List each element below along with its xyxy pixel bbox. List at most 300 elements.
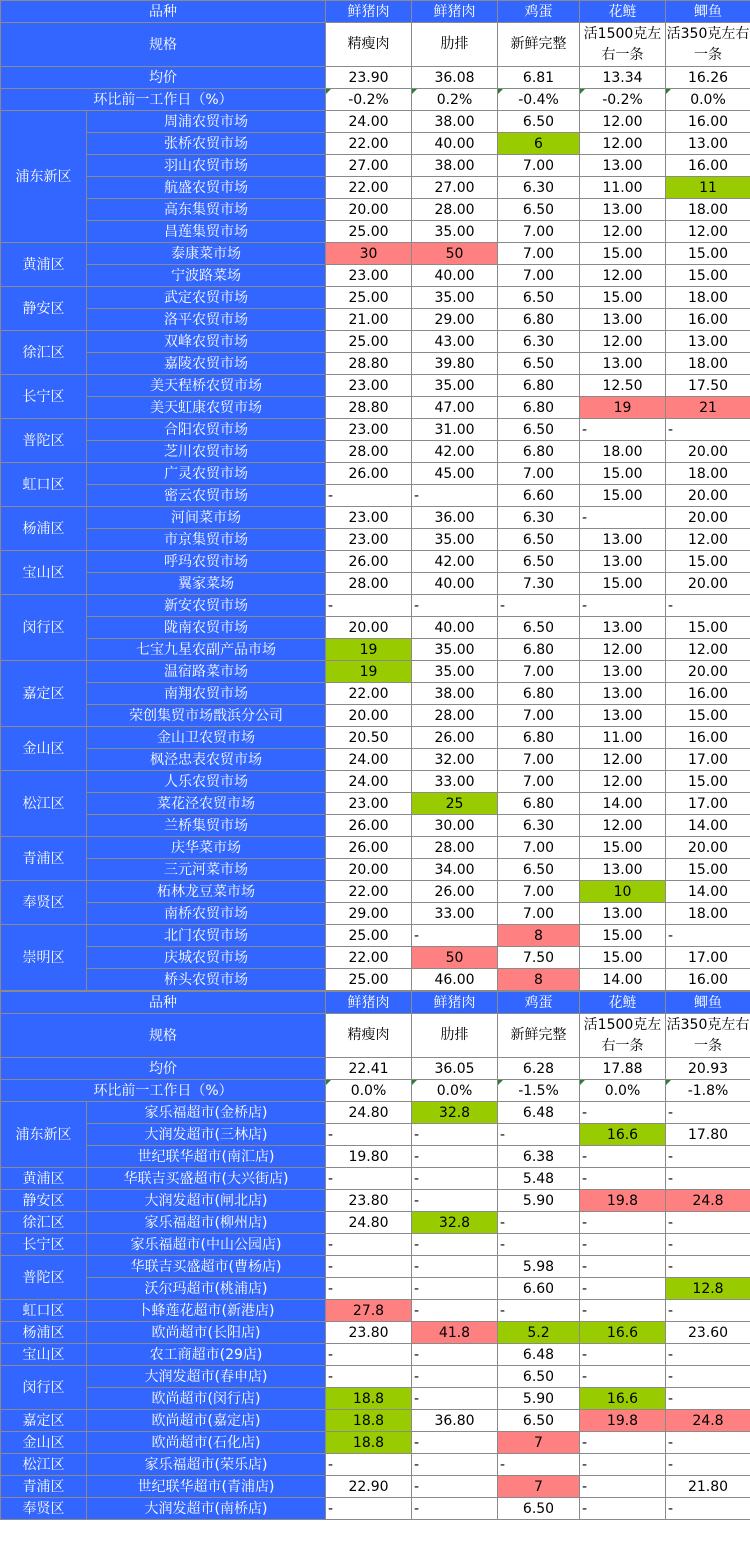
- price-cell: 12.00: [666, 639, 750, 661]
- district-name: 长宁区: [1, 1234, 87, 1256]
- price-cell: 28.00: [412, 705, 498, 727]
- price-cell: 7.00: [498, 221, 580, 243]
- change-value: 0.2%: [412, 89, 498, 111]
- header-row-spec: [1, 1014, 750, 1058]
- price-cell: 29.00: [412, 309, 498, 331]
- outlet-name: 庆城农贸市场: [87, 947, 326, 969]
- outlet-name: 宁波路菜场: [87, 265, 326, 287]
- product-name: 鲜猪肉: [326, 1, 412, 23]
- price-cell: 7.00: [498, 837, 580, 859]
- price-cell: 12.00: [580, 331, 666, 353]
- item-label: 品种: [1, 1, 326, 23]
- price-cell: 50: [412, 243, 498, 265]
- change-row: [1, 89, 750, 111]
- table-row: [1, 1168, 750, 1190]
- price-cell: 39.80: [412, 353, 498, 375]
- table-row: [1, 221, 750, 243]
- price-cell: 15.00: [666, 617, 750, 639]
- table-row: [1, 1300, 750, 1322]
- change-value: -1.5%: [498, 1080, 580, 1102]
- price-cell: -: [498, 595, 580, 617]
- change-value: -0.2%: [326, 89, 412, 111]
- table-row: [1, 1102, 750, 1124]
- outlet-name: 高东集贸市场: [87, 199, 326, 221]
- price-cell: -: [326, 595, 412, 617]
- price-cell: 6.30: [498, 815, 580, 837]
- price-cell: -: [326, 1168, 412, 1190]
- outlet-name: 翼家菜场: [87, 573, 326, 595]
- price-cell: 12.00: [580, 265, 666, 287]
- price-cell: 15.00: [666, 705, 750, 727]
- table-row: [1, 507, 750, 529]
- outlet-name: 大润发超市(闸北店): [87, 1190, 326, 1212]
- price-cell: 38.00: [412, 111, 498, 133]
- price-cell: 21: [666, 397, 750, 419]
- table-row: [1, 353, 750, 375]
- avg-value: 17.88: [580, 1058, 666, 1080]
- price-cell: -: [412, 1168, 498, 1190]
- avg-value: 23.90: [326, 67, 412, 89]
- price-cell: 26.00: [412, 727, 498, 749]
- price-cell: 18.00: [666, 903, 750, 925]
- price-cell: 5.90: [498, 1190, 580, 1212]
- price-cell: 6.60: [498, 485, 580, 507]
- price-cell: 22.90: [326, 1476, 412, 1498]
- price-cell: 35.00: [412, 221, 498, 243]
- price-cell: 13.00: [580, 859, 666, 881]
- price-cell: -: [498, 1212, 580, 1234]
- product-name: 鸡蛋: [498, 992, 580, 1014]
- price-cell: 6.50: [498, 419, 580, 441]
- price-cell: 17.80: [666, 1124, 750, 1146]
- district-name: 奉贤区: [1, 881, 87, 925]
- price-cell: 13.00: [580, 683, 666, 705]
- header-row-spec: [1, 23, 750, 67]
- outlet-name: 兰桥集贸市场: [87, 815, 326, 837]
- table-row: [1, 793, 750, 815]
- price-cell: -: [498, 1454, 580, 1476]
- price-cell: 47.00: [412, 397, 498, 419]
- price-cell: 18.8: [326, 1432, 412, 1454]
- price-cell: -: [412, 1344, 498, 1366]
- price-cell: -: [412, 1454, 498, 1476]
- price-cell: 13.00: [580, 903, 666, 925]
- price-cell: 16.00: [666, 309, 750, 331]
- table-row: [1, 903, 750, 925]
- price-cell: 22.00: [326, 133, 412, 155]
- district-name: 普陀区: [1, 419, 87, 463]
- district-name: 金山区: [1, 727, 87, 771]
- outlet-name: 华联吉买盛超市(曹杨店): [87, 1256, 326, 1278]
- outlet-name: 武定农贸市场: [87, 287, 326, 309]
- outlet-name: 家乐福超市(荣乐店): [87, 1454, 326, 1476]
- outlet-name: 卜蜂莲花超市(新港店): [87, 1300, 326, 1322]
- price-cell: 12.00: [580, 221, 666, 243]
- price-cell: -: [412, 595, 498, 617]
- outlet-name: 北门农贸市场: [87, 925, 326, 947]
- price-cell: 15.00: [580, 837, 666, 859]
- outlet-name: 合阳农贸市场: [87, 419, 326, 441]
- price-cell: 13.00: [580, 155, 666, 177]
- price-cell: 15.00: [580, 463, 666, 485]
- table-row: [1, 287, 750, 309]
- district-name: 长宁区: [1, 375, 87, 419]
- price-cell: 24.80: [326, 1102, 412, 1124]
- district-name: 青浦区: [1, 837, 87, 881]
- price-cell: -: [412, 1432, 498, 1454]
- price-cell: 6.50: [498, 551, 580, 573]
- table-row: [1, 771, 750, 793]
- price-cell: -: [580, 507, 666, 529]
- price-cell: 15.00: [580, 925, 666, 947]
- district-name: 闵行区: [1, 1366, 87, 1410]
- price-cell: 24.00: [326, 771, 412, 793]
- table-row: [1, 309, 750, 331]
- change-value: 0.0%: [326, 1080, 412, 1102]
- outlet-name: 洛平农贸市场: [87, 309, 326, 331]
- price-cell: 26.00: [326, 837, 412, 859]
- price-cell: 21.80: [666, 1476, 750, 1498]
- table-row: [1, 639, 750, 661]
- price-cell: 20.00: [326, 705, 412, 727]
- change-label: 环比前一工作日（%）: [1, 1080, 326, 1102]
- price-cell: -: [412, 1234, 498, 1256]
- price-cell: 23.60: [666, 1322, 750, 1344]
- price-cell: -: [580, 1168, 666, 1190]
- avg-label: 均价: [1, 67, 326, 89]
- outlet-name: 美天程桥农贸市场: [87, 375, 326, 397]
- price-cell: -: [412, 1256, 498, 1278]
- outlet-name: 嘉陵农贸市场: [87, 353, 326, 375]
- price-cell: 16.6: [580, 1322, 666, 1344]
- avg-value: 16.26: [666, 67, 750, 89]
- outlet-name: 南翔农贸市场: [87, 683, 326, 705]
- table-row: [1, 441, 750, 463]
- price-cell: -: [412, 485, 498, 507]
- outlet-name: 航盛农贸市场: [87, 177, 326, 199]
- product-spec: 新鲜完整: [498, 1014, 580, 1058]
- product-name: 鲜猪肉: [412, 992, 498, 1014]
- table-row: [1, 177, 750, 199]
- table-row: [1, 1366, 750, 1388]
- product-spec: 活1500克左右一条: [580, 23, 666, 67]
- price-cell: 20.00: [666, 661, 750, 683]
- outlet-name: 世纪联华超市(青浦店): [87, 1476, 326, 1498]
- price-cell: 18.00: [666, 199, 750, 221]
- price-cell: -: [412, 925, 498, 947]
- outlet-name: 欧尚超市(闵行店): [87, 1388, 326, 1410]
- outlet-name: 欧尚超市(嘉定店): [87, 1410, 326, 1432]
- product-name: 鲫鱼: [666, 1, 750, 23]
- outlet-name: 菜花泾农贸市场: [87, 793, 326, 815]
- price-cell: 20.00: [326, 199, 412, 221]
- outlet-name: 温宿路菜市场: [87, 661, 326, 683]
- price-cell: -: [412, 1366, 498, 1388]
- price-cell: 6.50: [498, 1410, 580, 1432]
- district-name: 虹口区: [1, 463, 87, 507]
- district-name: 宝山区: [1, 551, 87, 595]
- price-cell: -: [498, 1234, 580, 1256]
- price-cell: 26.00: [412, 881, 498, 903]
- table-row: [1, 727, 750, 749]
- district-name: 松江区: [1, 1454, 87, 1476]
- price-cell: 13.00: [580, 617, 666, 639]
- price-cell: 19.8: [580, 1190, 666, 1212]
- district-name: 浦东新区: [1, 111, 87, 243]
- price-cell: 6.30: [498, 331, 580, 353]
- price-cell: -: [580, 1256, 666, 1278]
- price-cell: -: [666, 1212, 750, 1234]
- price-cell: 15.00: [580, 287, 666, 309]
- price-cell: 34.00: [412, 859, 498, 881]
- table-row: [1, 331, 750, 353]
- table-row: [1, 595, 750, 617]
- table-row: [1, 573, 750, 595]
- price-cell: 18.00: [580, 441, 666, 463]
- price-cell: 13.00: [580, 309, 666, 331]
- table-row: [1, 925, 750, 947]
- table-row: [1, 375, 750, 397]
- price-cell: 40.00: [412, 573, 498, 595]
- product-spec: 活350克左右一条: [666, 1014, 750, 1058]
- price-cell: -: [580, 1146, 666, 1168]
- avg-value: 6.81: [498, 67, 580, 89]
- price-cell: -: [666, 419, 750, 441]
- district-name: 普陀区: [1, 1256, 87, 1300]
- district-name: 黄浦区: [1, 243, 87, 287]
- price-cell: 23.00: [326, 793, 412, 815]
- outlet-name: 周浦农贸市场: [87, 111, 326, 133]
- price-cell: -: [412, 1146, 498, 1168]
- price-cell: 7.00: [498, 463, 580, 485]
- table-row: [1, 1498, 750, 1520]
- price-cell: 23.80: [326, 1190, 412, 1212]
- district-name: 浦东新区: [1, 1102, 87, 1168]
- price-cell: -: [580, 1476, 666, 1498]
- price-cell: 6.50: [498, 859, 580, 881]
- table-row: [1, 1190, 750, 1212]
- price-cell: 14.00: [580, 969, 666, 991]
- price-cell: -: [666, 1146, 750, 1168]
- change-value: 0.0%: [580, 1080, 666, 1102]
- price-cell: 22.00: [326, 683, 412, 705]
- price-cell: 32.8: [412, 1212, 498, 1234]
- price-cell: 18.00: [666, 463, 750, 485]
- price-cell: 7.00: [498, 881, 580, 903]
- district-name: 宝山区: [1, 1344, 87, 1366]
- price-cell: 18.00: [666, 287, 750, 309]
- product-name: 鲜猪肉: [412, 1, 498, 23]
- product-spec: 精瘦肉: [326, 23, 412, 67]
- price-cell: 12.8: [666, 1278, 750, 1300]
- price-cell: 19: [326, 639, 412, 661]
- district-name: 青浦区: [1, 1476, 87, 1498]
- table-row: [1, 1124, 750, 1146]
- price-cell: 17.00: [666, 749, 750, 771]
- price-cell: 45.00: [412, 463, 498, 485]
- price-cell: 12.00: [580, 111, 666, 133]
- district-name: 闵行区: [1, 595, 87, 661]
- price-cell: 12.00: [580, 749, 666, 771]
- price-cell: 6.50: [498, 199, 580, 221]
- price-cell: 24.80: [326, 1212, 412, 1234]
- avg-label: 均价: [1, 1058, 326, 1080]
- price-cell: 15.00: [580, 947, 666, 969]
- table-row: [1, 1146, 750, 1168]
- price-cell: 25.00: [326, 925, 412, 947]
- price-cell: 15.00: [666, 265, 750, 287]
- header-row-product: [1, 1, 750, 23]
- price-cell: 27.8: [326, 1300, 412, 1322]
- price-cell: 35.00: [412, 529, 498, 551]
- price-cell: 6.50: [498, 111, 580, 133]
- price-cell: 6.80: [498, 397, 580, 419]
- spec-label: 规格: [1, 23, 326, 67]
- outlet-name: 沃尔玛超市(桃浦店): [87, 1278, 326, 1300]
- price-cell: -: [498, 1124, 580, 1146]
- price-cell: -: [666, 1432, 750, 1454]
- price-cell: 18.00: [666, 353, 750, 375]
- product-name: 鲫鱼: [666, 992, 750, 1014]
- price-cell: 19: [326, 661, 412, 683]
- price-cell: -: [412, 1300, 498, 1322]
- change-label: 环比前一工作日（%）: [1, 89, 326, 111]
- outlet-name: 华联吉买盛超市(大兴街店): [87, 1168, 326, 1190]
- price-cell: 6.50: [498, 1498, 580, 1520]
- table-row: [1, 199, 750, 221]
- price-cell: 22.00: [326, 881, 412, 903]
- price-cell: -: [666, 1256, 750, 1278]
- avg-value: 36.08: [412, 67, 498, 89]
- change-row: [1, 1080, 750, 1102]
- price-cell: 7.00: [498, 903, 580, 925]
- outlet-name: 荣创集贸市场戬浜分公司: [87, 705, 326, 727]
- price-cell: 6.80: [498, 375, 580, 397]
- table-row: [1, 265, 750, 287]
- price-cell: -: [326, 1278, 412, 1300]
- price-cell: 13.00: [666, 133, 750, 155]
- outlet-name: 美天虹康农贸市场: [87, 397, 326, 419]
- price-cell: 32.8: [412, 1102, 498, 1124]
- price-cell: 6.38: [498, 1146, 580, 1168]
- price-cell: 15.00: [666, 859, 750, 881]
- price-cell: -: [326, 1234, 412, 1256]
- price-cell: 7.00: [498, 771, 580, 793]
- price-cell: 42.00: [412, 441, 498, 463]
- price-cell: 7: [498, 1476, 580, 1498]
- price-cell: -: [666, 1366, 750, 1388]
- price-cell: 6.80: [498, 793, 580, 815]
- price-cell: 6.48: [498, 1344, 580, 1366]
- outlet-name: 芝川农贸市场: [87, 441, 326, 463]
- price-cell: 40.00: [412, 617, 498, 639]
- price-cell: 16.6: [580, 1388, 666, 1410]
- price-cell: 20.00: [666, 485, 750, 507]
- outlet-name: 金山卫农贸市场: [87, 727, 326, 749]
- price-cell: 7.00: [498, 661, 580, 683]
- product-name: 鲜猪肉: [326, 992, 412, 1014]
- outlet-name: 欧尚超市(长阳店): [87, 1322, 326, 1344]
- outlet-name: 泰康菜市场: [87, 243, 326, 265]
- table-row: [1, 529, 750, 551]
- price-cell: 46.00: [412, 969, 498, 991]
- price-cell: 12.00: [666, 221, 750, 243]
- price-cell: 11: [666, 177, 750, 199]
- price-cell: 16.00: [666, 683, 750, 705]
- outlet-name: 家乐福超市(中山公园店): [87, 1234, 326, 1256]
- price-cell: 23.00: [326, 375, 412, 397]
- table-row: [1, 859, 750, 881]
- table-row: [1, 1278, 750, 1300]
- district-name: 黄浦区: [1, 1168, 87, 1190]
- product-name: 花鲢: [580, 992, 666, 1014]
- price-cell: -: [412, 1498, 498, 1520]
- price-cell: -: [412, 1476, 498, 1498]
- price-cell: 16.00: [666, 727, 750, 749]
- table-row: [1, 485, 750, 507]
- table-row: [1, 1476, 750, 1498]
- price-cell: 40.00: [412, 133, 498, 155]
- price-cell: 40.00: [412, 265, 498, 287]
- product-spec: 活1500克左右一条: [580, 1014, 666, 1058]
- price-cell: -: [666, 1498, 750, 1520]
- change-value: 0.0%: [666, 89, 750, 111]
- table-row: [1, 837, 750, 859]
- price-cell: 12.00: [580, 815, 666, 837]
- table-row: [1, 463, 750, 485]
- price-cell: -: [580, 1498, 666, 1520]
- price-cell: 24.00: [326, 749, 412, 771]
- avg-value: 13.34: [580, 67, 666, 89]
- price-cell: 12.00: [666, 529, 750, 551]
- product-spec: 精瘦肉: [326, 1014, 412, 1058]
- avg-value: 6.28: [498, 1058, 580, 1080]
- table-row: [1, 1454, 750, 1476]
- price-cell: -: [580, 1212, 666, 1234]
- price-cell: 41.8: [412, 1322, 498, 1344]
- table-row: [1, 111, 750, 133]
- price-cell: 17.00: [666, 947, 750, 969]
- price-cell: 5.90: [498, 1388, 580, 1410]
- price-cell: 19: [580, 397, 666, 419]
- price-cell: 7.00: [498, 243, 580, 265]
- price-cell: 7: [498, 1432, 580, 1454]
- price-cell: 28.00: [412, 199, 498, 221]
- price-cell: 7.50: [498, 947, 580, 969]
- price-cell: 35.00: [412, 639, 498, 661]
- table-row: [1, 397, 750, 419]
- district-name: 徐汇区: [1, 331, 87, 375]
- district-name: 静安区: [1, 287, 87, 331]
- product-spec: 肋排: [412, 1014, 498, 1058]
- price-cell: 7.00: [498, 749, 580, 771]
- table-row: [1, 1432, 750, 1454]
- price-cell: -: [580, 1234, 666, 1256]
- outlet-name: 张桥农贸市场: [87, 133, 326, 155]
- outlet-name: 呼玛农贸市场: [87, 551, 326, 573]
- price-cell: 6.80: [498, 639, 580, 661]
- price-cell: 7.00: [498, 155, 580, 177]
- price-cell: 13.00: [580, 529, 666, 551]
- price-cell: 27.00: [326, 155, 412, 177]
- price-cell: 30.00: [412, 815, 498, 837]
- product-name: 鸡蛋: [498, 1, 580, 23]
- price-cell: 33.00: [412, 771, 498, 793]
- district-name: 嘉定区: [1, 1410, 87, 1432]
- price-cell: 15.00: [580, 573, 666, 595]
- price-cell: -: [326, 485, 412, 507]
- district-name: 静安区: [1, 1190, 87, 1212]
